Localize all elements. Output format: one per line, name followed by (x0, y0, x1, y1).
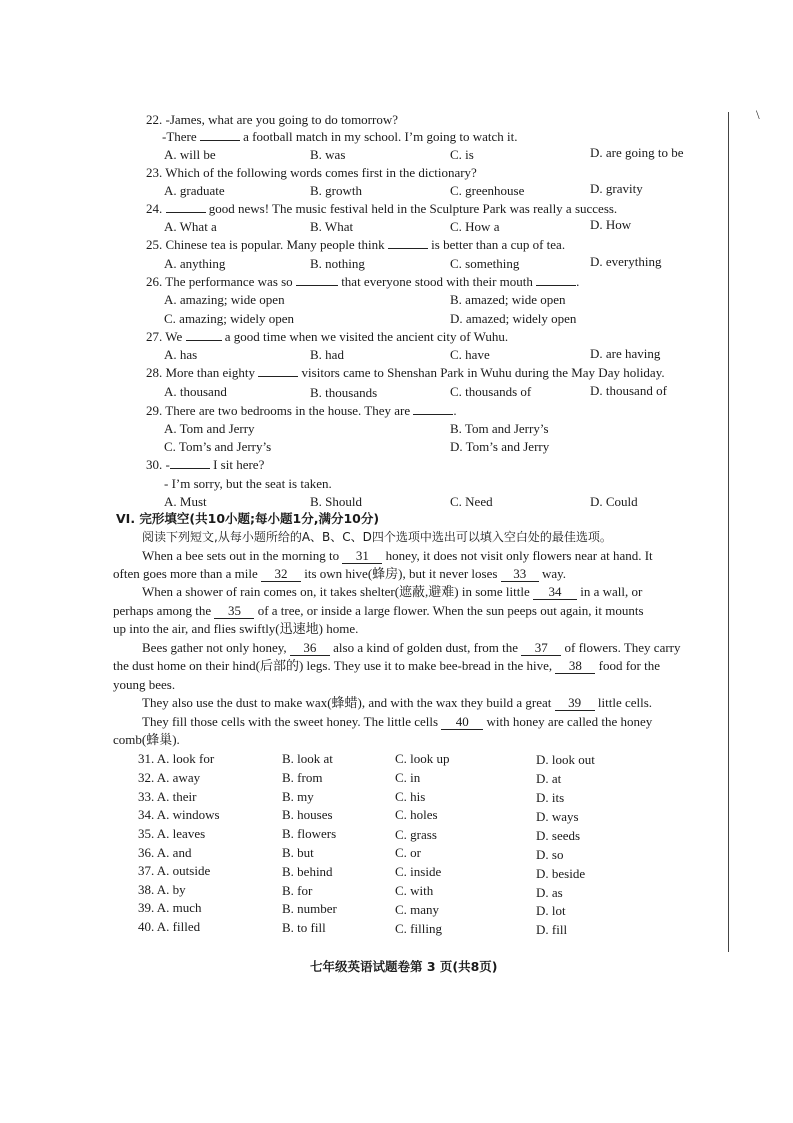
cloze-38-a: 38. A. by (138, 882, 186, 897)
passage-line-9: They also use the dust to make wax(蜂蜡), and with the wax they build a great 39 little cells. (142, 695, 653, 710)
q29-option-b: B. Tom and Jerry’s (450, 421, 549, 436)
blank-37: 37 (521, 641, 561, 656)
cloze-36-a: 36. A. and (138, 845, 192, 860)
q23-option-b: B. growth (310, 183, 362, 198)
cloze-40-b: B. to fill (282, 920, 326, 935)
q25-option-c: C. something (450, 256, 520, 271)
cloze-39-b: B. number (282, 901, 337, 916)
cloze-31-b: B. look at (282, 751, 333, 766)
q26-option-b: B. amazed; wide open (450, 292, 566, 307)
cloze-37-c: C. inside (395, 864, 442, 879)
blank-36: 36 (290, 641, 330, 656)
q28-option-b: B. thousands (310, 385, 378, 400)
cloze-40-d: D. fill (536, 922, 568, 937)
q30-option-c: C. Need (450, 494, 493, 509)
blank-33: 33 (501, 567, 539, 582)
q24-option-a: A. What a (164, 219, 217, 234)
cloze-34-d: D. ways (536, 809, 579, 824)
answer-blank (258, 376, 298, 377)
section-title: VI. 完形填空(共10小题;每小题1分,满分10分) (116, 511, 380, 526)
q23-option-a: A. graduate (164, 183, 225, 198)
answer-blank (413, 414, 453, 415)
q30-option-a: A. Must (164, 494, 207, 509)
answer-blank (170, 468, 210, 469)
cloze-33-b: B. my (282, 789, 314, 804)
q22-option-b: B. was (310, 147, 346, 162)
cloze-33-d: D. its (536, 790, 565, 805)
passage-line-10: They fill those cells with the sweet honey. The little cells 40 with honey are called the honey (142, 714, 653, 729)
q28-stem: 28. More than eighty visitors came to Shenshan Park in Wuhu during the May Day holiday. (146, 365, 665, 380)
q26-stem: 26. The performance was so that everyone stood with their mouth . (146, 274, 580, 289)
passage-line-11: comb(蜂巢). (113, 732, 180, 747)
cloze-33-a: 33. A. their (138, 789, 197, 804)
cloze-35-d: D. seeds (536, 828, 581, 843)
q27-option-d: D. are having (590, 346, 661, 361)
cloze-38-d: D. as (536, 885, 563, 900)
cloze-35-b: B. flowers (282, 826, 337, 841)
cloze-34-a: 34. A. windows (138, 807, 220, 822)
cloze-38-c: C. with (395, 883, 434, 898)
q22-line2: -There a football match in my school. I’m going to watch it. (162, 129, 518, 144)
blank-32: 32 (261, 567, 301, 582)
blank-31: 31 (342, 549, 382, 564)
q24-option-d: D. How (590, 217, 632, 232)
q25-option-a: A. anything (164, 256, 226, 271)
cloze-31-c: C. look up (395, 751, 450, 766)
q24-stem: 24. good news! The music festival held in the Sculpture Park was really a success. (146, 201, 618, 216)
cloze-36-d: D. so (536, 847, 564, 862)
cloze-32-b: B. from (282, 770, 323, 785)
q30-option-b: B. Should (310, 494, 363, 509)
q25-option-b: B. nothing (310, 256, 365, 271)
q25-option-d: D. everything (590, 254, 662, 269)
corner-mark: \ (756, 107, 760, 122)
blank-40: 40 (441, 715, 483, 730)
passage-line-7: the dust home on their hind(后部的) legs. They use it to make bee-bread in the hive, 38 food for the (113, 658, 660, 673)
cloze-36-b: B. but (282, 845, 314, 860)
blank-39: 39 (555, 696, 595, 711)
cloze-35-a: 35. A. leaves (138, 826, 206, 841)
blank-35: 35 (214, 604, 254, 619)
q27-option-b: B. had (310, 347, 344, 362)
q25-stem: 25. Chinese tea is popular. Many people think is better than a cup of tea. (146, 237, 566, 252)
q22-option-c: C. is (450, 147, 474, 162)
blank-38: 38 (555, 659, 595, 674)
cloze-31-d: D. look out (536, 752, 595, 767)
q26-option-a: A. amazing; wide open (164, 292, 285, 307)
cloze-40-a: 40. A. filled (138, 919, 201, 934)
cloze-31-a: 31. A. look for (138, 751, 215, 766)
q27-option-a: A. has (164, 347, 198, 362)
q23-stem: 23. Which of the following words comes first in the dictionary? (146, 165, 477, 180)
q22-option-a: A. will be (164, 147, 216, 162)
q24-option-c: C. How a (450, 219, 500, 234)
cloze-34-b: B. houses (282, 807, 333, 822)
passage-line-1: When a bee sets out in the morning to 31 honey, it does not visit only flowers near at hand. It (142, 548, 653, 563)
q30-option-d: D. Could (590, 494, 638, 509)
q29-option-c: C. Tom’s and Jerry’s (164, 439, 272, 454)
q27-stem: 27. We a good time when we visited the ancient city of Wuhu. (146, 329, 509, 344)
cloze-38-b: B. for (282, 883, 313, 898)
cloze-34-c: C. holes (395, 807, 438, 822)
cloze-33-c: C. his (395, 789, 426, 804)
answer-blank (388, 248, 428, 249)
q30-line2: - I’m sorry, but the seat is taken. (164, 476, 332, 491)
q29-option-d: D. Tom’s and Jerry (450, 439, 550, 454)
section-instruction: 阅读下列短文,从每小题所给的A、B、C、D四个选项中选出可以填入空白处的最佳选项。 (142, 530, 612, 544)
q30-stem: 30. - I sit here? (146, 457, 265, 472)
passage-line-8: young bees. (113, 677, 176, 692)
answer-blank (200, 140, 240, 141)
q28-option-c: C. thousands of (450, 384, 532, 399)
cloze-36-c: C. or (395, 845, 421, 860)
q22-option-d: D. are going to be (590, 145, 684, 160)
passage-line-5: up into the air, and flies swiftly(迅速地) home. (113, 621, 359, 636)
passage-line-6: Bees gather not only honey, 36 also a kind of golden dust, from the 37 of flowers. They carry (142, 640, 681, 655)
margin-line (728, 112, 729, 952)
answer-blank (296, 285, 338, 286)
cloze-39-a: 39. A. much (138, 900, 202, 915)
cloze-37-d: D. beside (536, 866, 586, 881)
passage-line-3: When a shower of rain comes on, it takes shelter(遮蔽,避难) in some little 34 in a wall, or (142, 584, 643, 599)
q28-option-d: D. thousand of (590, 383, 667, 398)
cloze-39-d: D. lot (536, 903, 566, 918)
q24-option-b: B. What (310, 219, 354, 234)
answer-blank (536, 285, 576, 286)
cloze-32-d: D. at (536, 771, 562, 786)
q27-option-c: C. have (450, 347, 490, 362)
q22-stem: 22. -James, what are you going to do tomorrow? (146, 112, 399, 127)
answer-blank (166, 212, 206, 213)
cloze-37-b: B. behind (282, 864, 333, 879)
cloze-32-a: 32. A. away (138, 770, 201, 785)
cloze-35-c: C. grass (395, 827, 437, 842)
cloze-32-c: C. in (395, 770, 421, 785)
passage-line-2: often goes more than a mile 32 its own hive(蜂房), but it never loses 33 way. (113, 566, 567, 581)
cloze-37-a: 37. A. outside (138, 863, 211, 878)
q29-stem: 29. There are two bedrooms in the house. They are . (146, 403, 457, 418)
cloze-39-c: C. many (395, 902, 440, 917)
passage-line-4: perhaps among the 35 of a tree, or inside a large flower. When the sun peeps out again, it mounts (113, 603, 644, 618)
cloze-40-c: C. filling (395, 921, 442, 936)
q29-option-a: A. Tom and Jerry (164, 421, 255, 436)
q26-option-d: D. amazed; widely open (450, 311, 577, 326)
q26-option-c: C. amazing; widely open (164, 311, 294, 326)
q23-option-c: C. greenhouse (450, 183, 525, 198)
q28-option-a: A. thousand (164, 384, 227, 399)
page-footer: 七年级英语试题卷第 3 页(共8页) (310, 959, 498, 974)
answer-blank (186, 340, 222, 341)
q23-option-d: D. gravity (590, 181, 643, 196)
blank-34: 34 (533, 585, 577, 600)
